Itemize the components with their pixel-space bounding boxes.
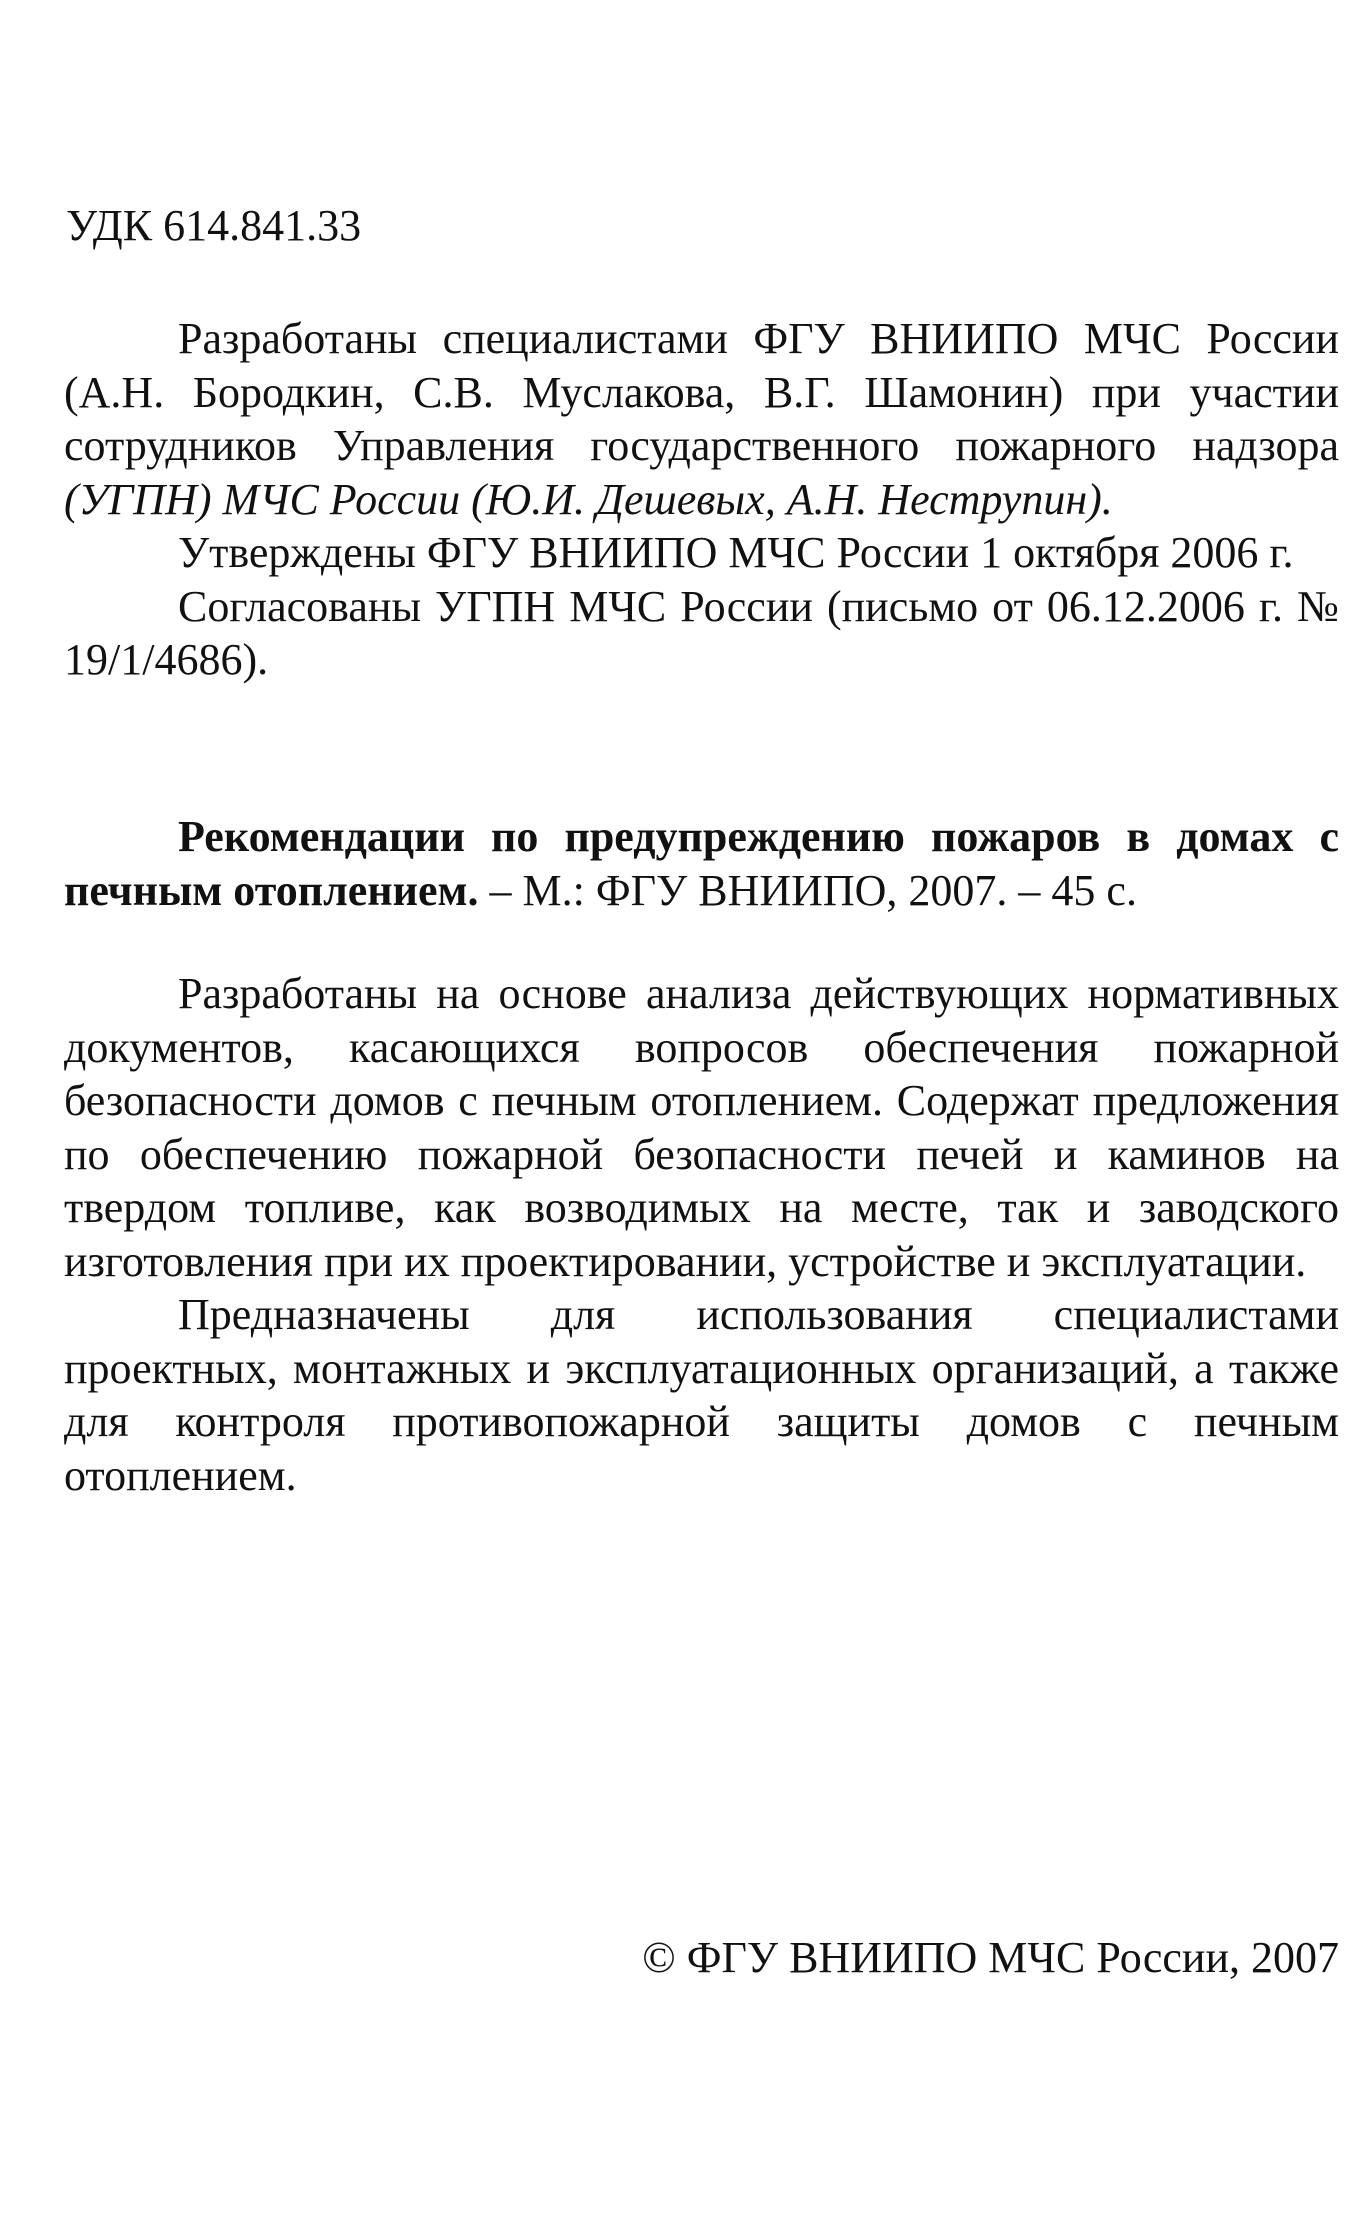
developers-paragraph (64, 312, 1339, 526)
publication-title: Рекомендации по предупреждению пожаров в домах с печным отоплением. (64, 812, 1339, 915)
publication-imprint: – М.: ФГУ ВНИИПО, 2007. – 45 с. (478, 865, 1137, 915)
bibliographic-paragraph (64, 810, 1339, 917)
annotation-paragraph-1: Разработаны на основе анализа действующих нормативных документов, касающихся вопросов обеспечения пожарной безопасности домов с печным отоплением. Содержат предложения по обеспечению пожарной безопасности печей и каминов на твердом топливе, как возводимых на месте, так и заводского изготовления при их проектировании, устройстве и эксплуатации. (64, 969, 1339, 1286)
bibliographic-record (64, 810, 1339, 917)
credits-block (64, 312, 1339, 687)
udk-code: УДК 614.841.33 (66, 201, 362, 250)
approval-paragraph: Утверждены ФГУ ВНИИПО МЧС России 1 октября 2006 г. (178, 528, 1294, 577)
copyright-notice: © ФГУ ВНИИПО МЧС России, 2007 (642, 1933, 1339, 1982)
agreement-paragraph: Согласованы УГПН МЧС России (письмо от 06.12.2006 г. № 19/1/4686). (64, 581, 1339, 684)
developers-italic-text: (УГПН) МЧС России (Ю.И. Дешевых, А.Н. Неструпин). (64, 474, 1113, 524)
annotation-block (64, 967, 1339, 1502)
annotation-paragraph-2: Предназначены для использования специалистами проектных, монтажных и эксплуатационных организаций, а также для контроля противопожарной защиты домов с печным отоплением. (64, 1290, 1339, 1500)
developers-text: Разработаны специалистами ФГУ ВНИИПО МЧС России (А.Н. Бородкин, С.В. Муслакова, В.Г. Шамонин) при участии сотрудников Управления государственного пожарного надзора (64, 314, 1339, 470)
